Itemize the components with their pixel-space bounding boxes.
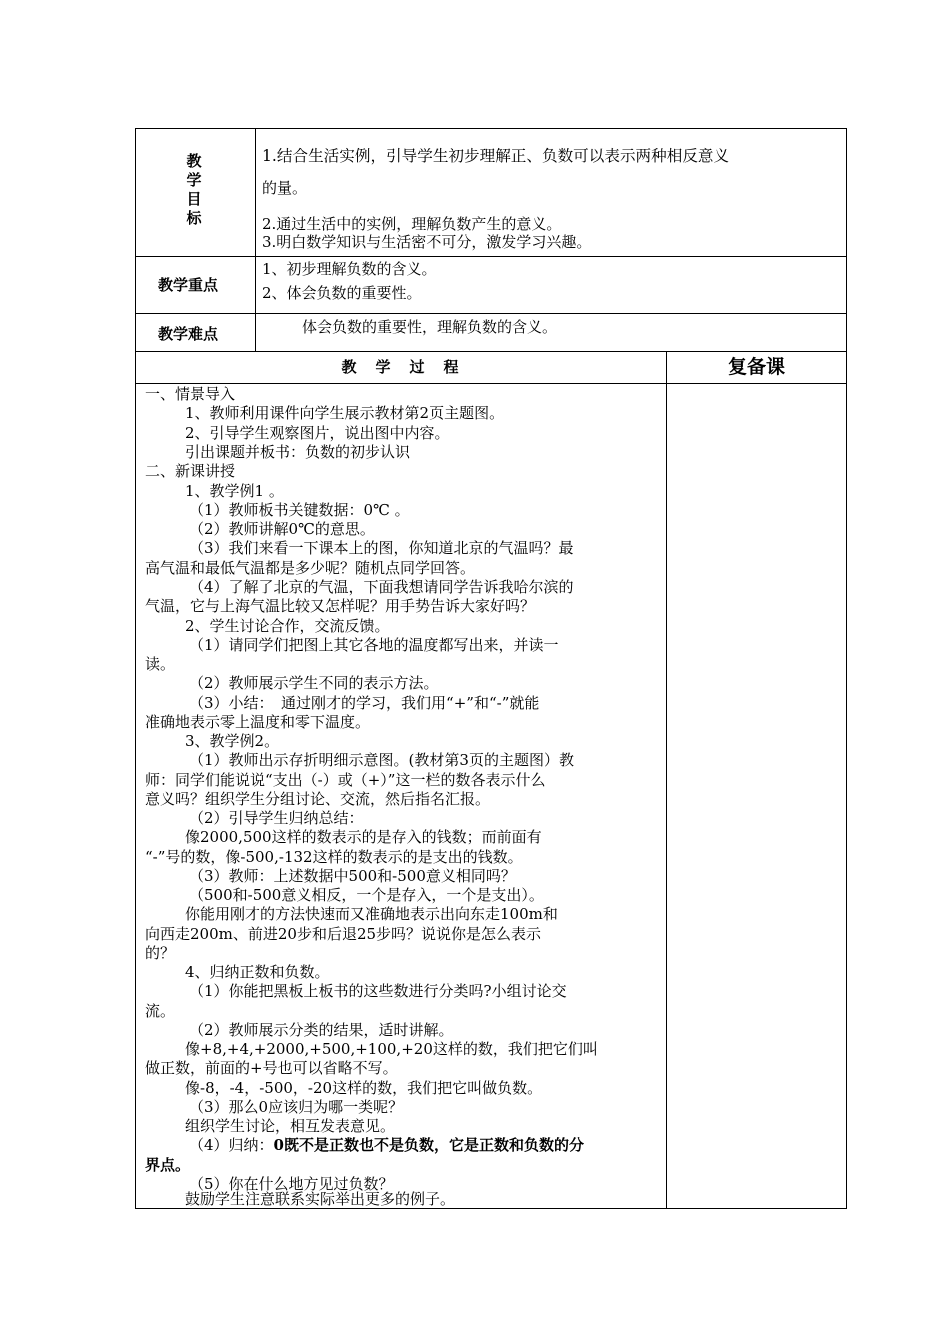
body-line: 2、学生讨论合作，交流反馈。 (185, 617, 390, 635)
body-line: （1）你能把黑板上板书的这些数进行分类吗?小组讨论交 (189, 982, 567, 1000)
body-line: 像2000,500这样的数表示的是存入的钱数；而前面有 (185, 828, 542, 846)
objective-1: 1.结合生活实例，引导学生初步理解正、负数可以表示两种相反意义 (262, 147, 730, 165)
body-line: 做正数，前面的+号也可以省略不写。 (145, 1059, 398, 1077)
process-header: 教 学 过 程 (341, 358, 461, 376)
body-line: （5）你在什么地方见过负数？ (189, 1175, 394, 1193)
body-line: 3、教学例2。 (185, 732, 280, 750)
body-line: 组织学生讨论，相互发表意见。 (185, 1117, 396, 1135)
row-divider-process-header (135, 383, 847, 384)
section-heading: 二、新课讲授 (145, 462, 236, 480)
row-divider-keypoints (135, 313, 847, 314)
body-line: 4、归纳正数和负数。 (185, 963, 330, 981)
table-border-left (135, 128, 136, 1209)
body-line (145, 1136, 704, 1154)
key-point-1: 1、初步理解负数的含义。 (262, 260, 437, 278)
body-line: （1）教师板书关键数据：0℃ 。 (189, 501, 410, 519)
body-line: （3）小结： 通过刚才的学习，我们用“+”和“-”就能 (189, 694, 540, 712)
body-line: 1、教师利用课件向学生展示教材第2页主题图。 (185, 404, 505, 422)
objectives-label (180, 152, 208, 228)
body-line: （3）我们来看一下课本上的图，你知道北京的气温吗？最 (189, 539, 574, 557)
section-heading: 一、情景导入 (145, 385, 236, 403)
objectives-label-char: 教 (186, 152, 202, 170)
body-line: 2、引导学生观察图片，说出图中内容。 (185, 424, 450, 442)
body-line: 师：同学们能说说“支出（-）或（+）”这一栏的数各表示什么 (145, 771, 546, 789)
table-border-top (135, 128, 847, 129)
body-line: （2）教师展示分类的结果，适时讲解。 (189, 1021, 454, 1039)
body-line: （3）那么0应该归为哪一类呢？ (189, 1098, 404, 1116)
body-line: 高气温和最低气温都是多少呢？随机点同学回答。 (145, 559, 476, 577)
label-column-divider (255, 128, 256, 352)
body-line: （3）教师：上述数据中500和-500意义相同吗？ (189, 867, 516, 885)
body-line: 向西走200m、前进20步和后退25步吗？说说你是怎么表示 (145, 925, 542, 943)
body-line: 你能用刚才的方法快速而又准确地表示出向东走100m和 (185, 905, 558, 923)
review-header: 复备课 (727, 356, 785, 378)
body-line: 1、教学例1 。 (185, 482, 284, 500)
body-line: 气温，它与上海气温比较又怎样呢？用手势告诉大家好吗？ (145, 597, 536, 615)
body-line: 像+8,+4,+2000,+500,+100,+20这样的数，我们把它们叫 (185, 1040, 598, 1058)
body-line: 鼓励学生注意联系实际举出更多的例子。 (185, 1190, 456, 1208)
difficulties-text: 体会负数的重要性，理解负数的含义。 (302, 318, 558, 336)
body-line: （4）了解了北京的气温，下面我想请同学告诉我哈尔滨的 (189, 578, 574, 596)
objectives-label-char: 标 (186, 209, 202, 227)
body-line: （1）教师出示存折明细示意图。(教材第3页的主题图）教 (189, 751, 574, 769)
row-divider-difficulties (135, 351, 847, 352)
key-points-label: 教学重点 (158, 276, 219, 294)
table-border-bottom (135, 1208, 847, 1209)
body-line: （1）请同学们把图上其它各地的温度都写出来，并读一 (189, 636, 559, 654)
body-line: （2）教师展示学生不同的表示方法。 (189, 674, 439, 692)
body-line: （500和-500意义相反，一个是存入，一个是支出）。 (189, 886, 544, 904)
objective-2: 2.通过生活中的实例，理解负数产生的意义。 (262, 215, 562, 233)
body-line: 的？ (145, 944, 176, 962)
objectives-label-char: 目 (186, 190, 202, 208)
conclusion-text-cont: 界点。 (145, 1156, 191, 1174)
table-border-right (846, 128, 847, 1209)
objectives-label-char: 学 (186, 171, 202, 189)
body-line: 流。 (145, 1002, 176, 1020)
body-line: 准确地表示零上温度和零下温度。 (145, 713, 371, 731)
body-line: “-”号的数，像-500,-132这样的数表示的是支出的钱数。 (145, 848, 523, 866)
body-line: （2）教师讲解0℃的意思。 (189, 520, 375, 538)
difficulties-label: 教学难点 (158, 325, 219, 343)
body-line: （2）引导学生归纳总结： (189, 809, 364, 827)
key-point-2: 2、体会负数的重要性。 (262, 284, 422, 302)
body-line: 意义吗？组织学生分组讨论、交流，然后指名汇报。 (145, 790, 491, 808)
body-line: 引出课题并板书：负数的初步认识 (185, 443, 411, 461)
objective-1-cont: 的量。 (262, 179, 308, 197)
row-divider-objectives (135, 256, 847, 257)
conclusion-text: 0既不是正数也不是负数，它是正数和负数的分 (273, 1136, 584, 1154)
body-line: 读。 (145, 655, 176, 673)
objective-3: 3.明白数学知识与生活密不可分，激发学习兴趣。 (262, 233, 592, 251)
conclusion-label: （4）归纳： (189, 1136, 274, 1154)
body-line: 像-8，-4，-500，-20这样的数，我们把它叫做负数。 (185, 1079, 543, 1097)
